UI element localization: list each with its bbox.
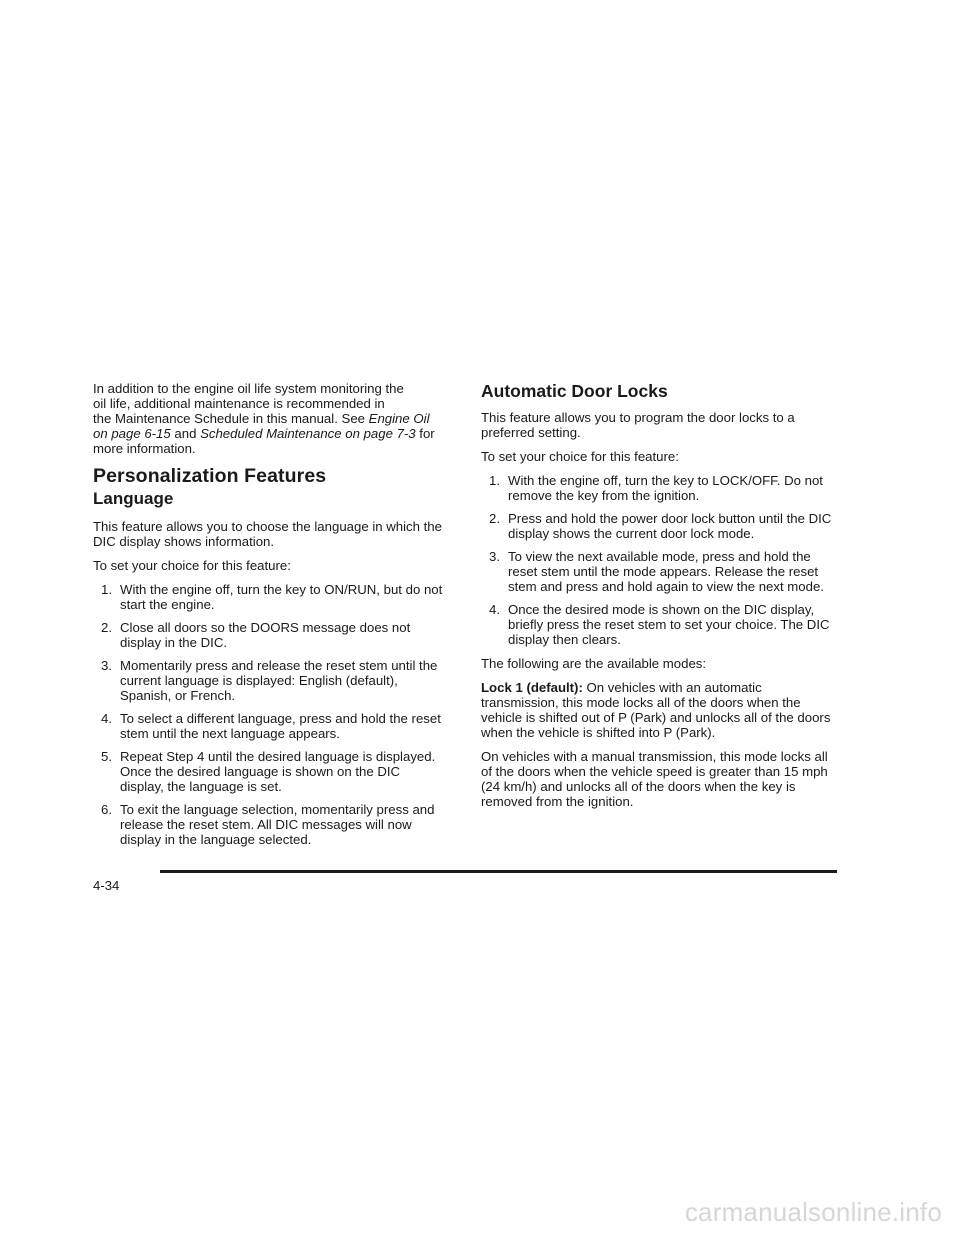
step-text: To select a different language, press and hold the reset stem until the next language appears. (120, 711, 441, 741)
modes-intro: The following are the available modes: (481, 656, 707, 671)
manual-transmission-paragraph: On vehicles with a manual transmission, this mode locks all of the doors when the vehicle speed is greater than 15 mph (24 km/h) and unlocks all of the doors when the key is removed from the ignition. (481, 749, 828, 809)
door-locks-steps-list (481, 473, 835, 647)
watermark-logo: carmanualsonline.info (684, 1197, 942, 1227)
step-text: Close all doors so the DOORS message does not display in the DIC. (120, 620, 411, 650)
step-text: To exit the language selection, momentarily press and release the reset stem. All DIC messages will now display in the language selected. (120, 802, 435, 847)
step-number: 5. (101, 749, 112, 764)
step-number: 3. (489, 549, 500, 564)
step-text: Repeat Step 4 until the desired language is displayed. Once the desired language is shown on the DIC display, the language is set. (120, 749, 436, 794)
list-item (93, 802, 447, 847)
intro-end: for more information. (93, 426, 435, 456)
step-number: 4. (101, 711, 112, 726)
lock-1-text: On vehicles with an automatic transmission, this mode locks all of the doors when the vehicle is shifted out of P (Park) and unlocks all of the doors when the vehicle is shifted into P (Park). (481, 680, 831, 740)
step-text: Momentarily press and release the reset stem until the current language is displayed: English (default), Spanish, or French. (120, 658, 438, 703)
language-steps-list (93, 582, 447, 847)
right-column (481, 381, 835, 818)
list-item (481, 473, 835, 503)
left-column (93, 381, 447, 856)
list-item (93, 749, 447, 794)
step-number: 2. (489, 511, 500, 526)
step-text: Once the desired mode is shown on the DIC display, briefly press the reset stem to set your choice. The DIC display then clears. (508, 602, 830, 647)
list-item (93, 582, 447, 612)
step-text: With the engine off, turn the key to LOCK/OFF. Do not remove the key from the ignition. (508, 473, 823, 503)
step-text: To view the next available mode, press and hold the reset stem until the mode appears. Release the reset stem and press and hold again to view the next mode. (508, 549, 824, 594)
door-locks-description: This feature allows you to program the door locks to a preferred setting. (481, 410, 795, 440)
step-number: 1. (101, 582, 112, 597)
step-number: 4. (489, 602, 500, 617)
intro-line-2: oil life, additional maintenance is recommended in (93, 396, 385, 411)
step-number: 3. (101, 658, 112, 673)
automatic-door-locks-heading: Automatic Door Locks (481, 381, 668, 401)
intro-and: and (170, 426, 201, 441)
engine-oil-reference: Engine Oil on page 6-15 (93, 411, 430, 441)
page-number: 4-34 (93, 878, 120, 893)
lock-1-paragraph (481, 680, 835, 740)
list-item (93, 620, 447, 650)
intro-line-3: the Maintenance Schedule in this manual. See (93, 411, 369, 426)
personalization-features-heading: Personalization Features (93, 465, 327, 487)
footer-rule (160, 870, 837, 873)
list-item (93, 658, 447, 703)
list-item (481, 602, 835, 647)
step-number: 6. (101, 802, 112, 817)
step-text: With the engine off, turn the key to ON/RUN, but do not start the engine. (120, 582, 443, 612)
step-number: 2. (101, 620, 112, 635)
list-item (481, 549, 835, 594)
list-item (93, 711, 447, 741)
language-set-choice: To set your choice for this feature: (93, 558, 291, 573)
language-heading: Language (93, 489, 174, 508)
intro-paragraph (93, 381, 447, 456)
list-item (481, 511, 835, 541)
intro-line-1: In addition to the engine oil life system monitoring the (93, 381, 404, 396)
scheduled-maintenance-reference: Scheduled Maintenance on page 7-3 (200, 426, 416, 441)
lock-1-term: Lock 1 (default): (481, 680, 583, 695)
door-locks-set-choice: To set your choice for this feature: (481, 449, 679, 464)
step-text: Press and hold the power door lock button until the DIC display shows the current door lock mode. (508, 511, 832, 541)
language-description: This feature allows you to choose the language in which the DIC display shows information. (93, 519, 442, 549)
step-number: 1. (489, 473, 500, 488)
